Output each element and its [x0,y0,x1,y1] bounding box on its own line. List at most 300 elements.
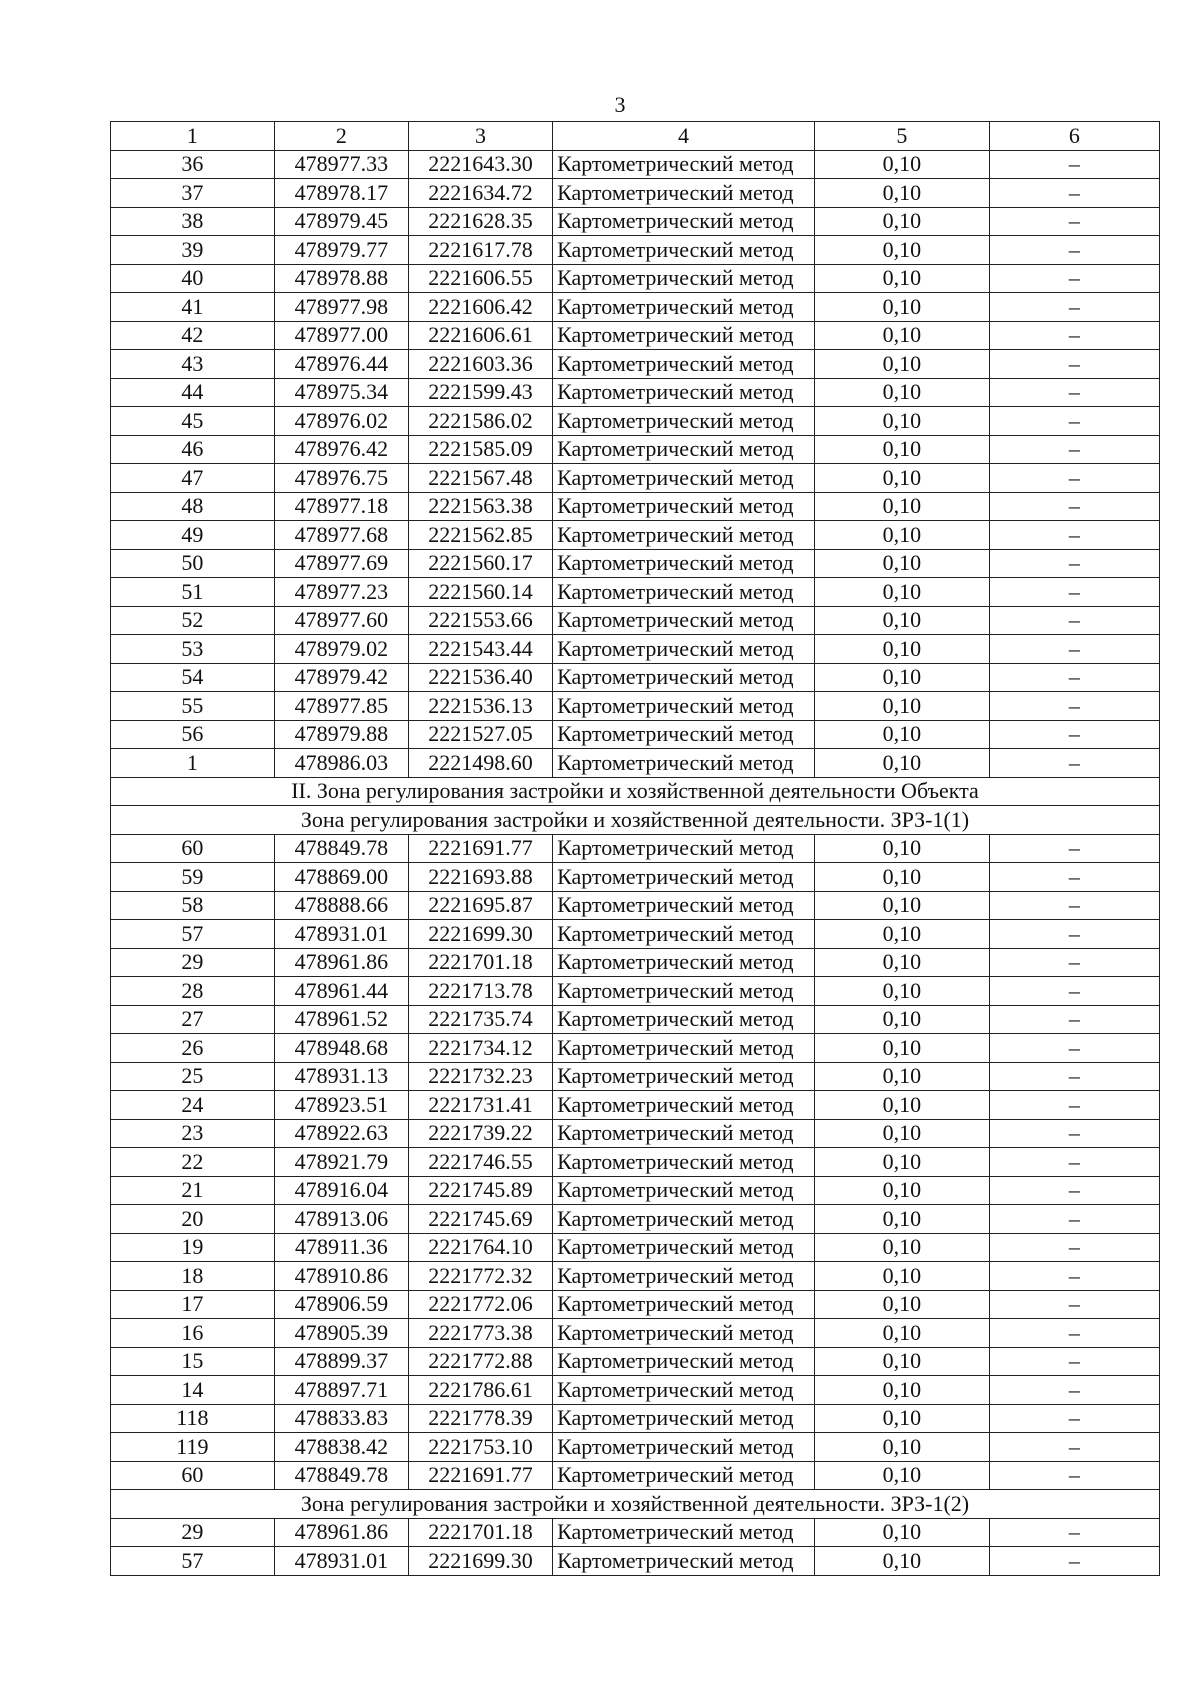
accuracy-cell: 0,10 [815,150,990,179]
accuracy-cell: 0,10 [815,1005,990,1034]
note-cell: – [989,977,1159,1006]
accuracy-cell: 0,10 [815,1119,990,1148]
y-coordinate-cell: 2221734.12 [408,1034,552,1063]
x-coordinate-cell: 478961.44 [274,977,408,1006]
table-row [111,264,1160,293]
y-coordinate-cell: 2221772.32 [408,1262,552,1291]
point-number-cell: 14 [111,1376,275,1405]
x-coordinate-cell: 478979.02 [274,635,408,664]
note-cell: – [989,492,1159,521]
accuracy-cell: 0,10 [815,920,990,949]
x-coordinate-cell: 478977.23 [274,578,408,607]
accuracy-cell: 0,10 [815,1376,990,1405]
method-cell: Картометрический метод [553,521,815,550]
note-cell: – [989,1062,1159,1091]
method-cell: Картометрический метод [553,635,815,664]
x-coordinate-cell: 478899.37 [274,1347,408,1376]
table-row [111,692,1160,721]
x-coordinate-cell: 478979.42 [274,663,408,692]
point-number-cell: 57 [111,920,275,949]
accuracy-cell: 0,10 [815,1091,990,1120]
y-coordinate-cell: 2221773.38 [408,1319,552,1348]
note-cell: – [989,549,1159,578]
note-cell: – [989,1461,1159,1490]
accuracy-cell: 0,10 [815,435,990,464]
table-row [111,1404,1160,1433]
x-coordinate-cell: 478910.86 [274,1262,408,1291]
point-number-cell: 41 [111,293,275,322]
section-title: Зона регулирования застройки и хозяйственной деятельности. ЗРЗ-1(2) [111,1490,1160,1519]
y-coordinate-cell: 2221498.60 [408,749,552,778]
column-header: 2 [274,122,408,151]
note-cell: – [989,1034,1159,1063]
y-coordinate-cell: 2221628.35 [408,207,552,236]
method-cell: Картометрический метод [553,264,815,293]
accuracy-cell: 0,10 [815,863,990,892]
point-number-cell: 55 [111,692,275,721]
point-number-cell: 59 [111,863,275,892]
accuracy-cell: 0,10 [815,1233,990,1262]
point-number-cell: 22 [111,1148,275,1177]
table-row [111,435,1160,464]
accuracy-cell: 0,10 [815,293,990,322]
x-coordinate-cell: 478888.66 [274,891,408,920]
point-number-cell: 38 [111,207,275,236]
accuracy-cell: 0,10 [815,977,990,1006]
method-cell: Картометрический метод [553,435,815,464]
point-number-cell: 28 [111,977,275,1006]
y-coordinate-cell: 2221560.14 [408,578,552,607]
point-number-cell: 1 [111,749,275,778]
table-row [111,150,1160,179]
accuracy-cell: 0,10 [815,350,990,379]
method-cell: Картометрический метод [553,293,815,322]
table-row [111,1433,1160,1462]
y-coordinate-cell: 2221701.18 [408,1518,552,1547]
note-cell: – [989,1091,1159,1120]
table-row [111,1547,1160,1576]
point-number-cell: 25 [111,1062,275,1091]
x-coordinate-cell: 478961.86 [274,948,408,977]
note-cell: – [989,435,1159,464]
y-coordinate-cell: 2221699.30 [408,920,552,949]
accuracy-cell: 0,10 [815,1347,990,1376]
method-cell: Картометрический метод [553,1376,815,1405]
note-cell: – [989,692,1159,721]
point-number-cell: 52 [111,606,275,635]
note-cell: – [989,1119,1159,1148]
section-title: II. Зона регулирования застройки и хозяйственной деятельности Объекта [111,777,1160,806]
method-cell: Картометрический метод [553,692,815,721]
accuracy-cell: 0,10 [815,606,990,635]
note-cell: – [989,407,1159,436]
note-cell: – [989,236,1159,265]
x-coordinate-cell: 478905.39 [274,1319,408,1348]
method-cell: Картометрический метод [553,1290,815,1319]
note-cell: – [989,350,1159,379]
accuracy-cell: 0,10 [815,578,990,607]
note-cell: – [989,264,1159,293]
method-cell: Картометрический метод [553,492,815,521]
point-number-cell: 60 [111,1461,275,1490]
x-coordinate-cell: 478977.33 [274,150,408,179]
note-cell: – [989,663,1159,692]
method-cell: Картометрический метод [553,1461,815,1490]
y-coordinate-cell: 2221772.88 [408,1347,552,1376]
method-cell: Картометрический метод [553,150,815,179]
accuracy-cell: 0,10 [815,179,990,208]
point-number-cell: 29 [111,948,275,977]
point-number-cell: 24 [111,1091,275,1120]
note-cell: – [989,1547,1159,1576]
method-cell: Картометрический метод [553,663,815,692]
x-coordinate-cell: 478931.01 [274,920,408,949]
y-coordinate-cell: 2221606.42 [408,293,552,322]
x-coordinate-cell: 478869.00 [274,863,408,892]
point-number-cell: 47 [111,464,275,493]
x-coordinate-cell: 478906.59 [274,1290,408,1319]
note-cell: – [989,891,1159,920]
method-cell: Картометрический метод [553,464,815,493]
x-coordinate-cell: 478976.02 [274,407,408,436]
table-row [111,378,1160,407]
note-cell: – [989,1518,1159,1547]
x-coordinate-cell: 478976.75 [274,464,408,493]
note-cell: – [989,378,1159,407]
table-row [111,521,1160,550]
table-row [111,236,1160,265]
point-number-cell: 42 [111,321,275,350]
x-coordinate-cell: 478976.44 [274,350,408,379]
accuracy-cell: 0,10 [815,891,990,920]
method-cell: Картометрический метод [553,920,815,949]
x-coordinate-cell: 478979.77 [274,236,408,265]
method-cell: Картометрический метод [553,407,815,436]
method-cell: Картометрический метод [553,1062,815,1091]
point-number-cell: 56 [111,720,275,749]
table-row [111,179,1160,208]
accuracy-cell: 0,10 [815,834,990,863]
note-cell: – [989,1233,1159,1262]
accuracy-cell: 0,10 [815,321,990,350]
y-coordinate-cell: 2221691.77 [408,1461,552,1490]
method-cell: Картометрический метод [553,1433,815,1462]
y-coordinate-cell: 2221553.66 [408,606,552,635]
y-coordinate-cell: 2221527.05 [408,720,552,749]
note-cell: – [989,606,1159,635]
accuracy-cell: 0,10 [815,1433,990,1462]
point-number-cell: 118 [111,1404,275,1433]
note-cell: – [989,150,1159,179]
column-header: 5 [815,122,990,151]
x-coordinate-cell: 478931.01 [274,1547,408,1576]
method-cell: Картометрический метод [553,1148,815,1177]
x-coordinate-cell: 478921.79 [274,1148,408,1177]
note-cell: – [989,1404,1159,1433]
y-coordinate-cell: 2221563.38 [408,492,552,521]
point-number-cell: 54 [111,663,275,692]
table-row [111,1091,1160,1120]
table-row [111,1461,1160,1490]
y-coordinate-cell: 2221617.78 [408,236,552,265]
method-cell: Картометрический метод [553,236,815,265]
method-cell: Картометрический метод [553,1404,815,1433]
note-cell: – [989,749,1159,778]
point-number-cell: 51 [111,578,275,607]
table-row [111,663,1160,692]
x-coordinate-cell: 478931.13 [274,1062,408,1091]
x-coordinate-cell: 478948.68 [274,1034,408,1063]
note-cell: – [989,1262,1159,1291]
table-row [111,977,1160,1006]
accuracy-cell: 0,10 [815,635,990,664]
column-header: 3 [408,122,552,151]
table-row [111,920,1160,949]
method-cell: Картометрический метод [553,1091,815,1120]
method-cell: Картометрический метод [553,863,815,892]
accuracy-cell: 0,10 [815,1547,990,1576]
x-coordinate-cell: 478977.69 [274,549,408,578]
y-coordinate-cell: 2221560.17 [408,549,552,578]
table-row [111,1005,1160,1034]
y-coordinate-cell: 2221562.85 [408,521,552,550]
accuracy-cell: 0,10 [815,1205,990,1234]
method-cell: Картометрический метод [553,1205,815,1234]
x-coordinate-cell: 478897.71 [274,1376,408,1405]
method-cell: Картометрический метод [553,834,815,863]
method-cell: Картометрический метод [553,720,815,749]
y-coordinate-cell: 2221606.61 [408,321,552,350]
table-row [111,492,1160,521]
table-row [111,549,1160,578]
column-header: 6 [989,122,1159,151]
section-title: Зона регулирования застройки и хозяйственной деятельности. ЗРЗ-1(1) [111,806,1160,835]
x-coordinate-cell: 478979.88 [274,720,408,749]
x-coordinate-cell: 478979.45 [274,207,408,236]
point-number-cell: 50 [111,549,275,578]
table-row [111,293,1160,322]
method-cell: Картометрический метод [553,350,815,379]
note-cell: – [989,207,1159,236]
x-coordinate-cell: 478849.78 [274,834,408,863]
y-coordinate-cell: 2221693.88 [408,863,552,892]
y-coordinate-cell: 2221695.87 [408,891,552,920]
method-cell: Картометрический метод [553,891,815,920]
table-row [111,720,1160,749]
x-coordinate-cell: 478838.42 [274,1433,408,1462]
accuracy-cell: 0,10 [815,692,990,721]
accuracy-cell: 0,10 [815,207,990,236]
note-cell: – [989,1347,1159,1376]
table-row [111,948,1160,977]
section-header-row [111,1490,1160,1519]
table-row [111,1233,1160,1262]
x-coordinate-cell: 478923.51 [274,1091,408,1120]
method-cell: Картометрический метод [553,1262,815,1291]
page-number: 3 [614,92,626,117]
note-cell: – [989,948,1159,977]
note-cell: – [989,464,1159,493]
note-cell: – [989,1319,1159,1348]
column-header: 4 [553,122,815,151]
table-row [111,350,1160,379]
point-number-cell: 36 [111,150,275,179]
table-row [111,1148,1160,1177]
method-cell: Картометрический метод [553,179,815,208]
point-number-cell: 17 [111,1290,275,1319]
table-row [111,578,1160,607]
method-cell: Картометрический метод [553,207,815,236]
method-cell: Картометрический метод [553,948,815,977]
y-coordinate-cell: 2221745.89 [408,1176,552,1205]
accuracy-cell: 0,10 [815,464,990,493]
x-coordinate-cell: 478977.18 [274,492,408,521]
accuracy-cell: 0,10 [815,1176,990,1205]
accuracy-cell: 0,10 [815,236,990,265]
note-cell: – [989,1433,1159,1462]
table-row [111,1205,1160,1234]
accuracy-cell: 0,10 [815,407,990,436]
note-cell: – [989,720,1159,749]
accuracy-cell: 0,10 [815,1319,990,1348]
method-cell: Картометрический метод [553,1233,815,1262]
x-coordinate-cell: 478978.88 [274,264,408,293]
note-cell: – [989,1005,1159,1034]
table-row [111,1119,1160,1148]
accuracy-cell: 0,10 [815,378,990,407]
table-row [111,1376,1160,1405]
note-cell: – [989,1148,1159,1177]
note-cell: – [989,920,1159,949]
y-coordinate-cell: 2221713.78 [408,977,552,1006]
table-row [111,1176,1160,1205]
y-coordinate-cell: 2221735.74 [408,1005,552,1034]
coordinates-table [110,121,1160,1576]
method-cell: Картометрический метод [553,1119,815,1148]
y-coordinate-cell: 2221606.55 [408,264,552,293]
note-cell: – [989,179,1159,208]
accuracy-cell: 0,10 [815,549,990,578]
table-row [111,321,1160,350]
method-cell: Картометрический метод [553,606,815,635]
x-coordinate-cell: 478977.68 [274,521,408,550]
y-coordinate-cell: 2221634.72 [408,179,552,208]
accuracy-cell: 0,10 [815,663,990,692]
accuracy-cell: 0,10 [815,1148,990,1177]
point-number-cell: 45 [111,407,275,436]
table-row [111,1290,1160,1319]
note-cell: – [989,1205,1159,1234]
method-cell: Картометрический метод [553,321,815,350]
y-coordinate-cell: 2221731.41 [408,1091,552,1120]
note-cell: – [989,863,1159,892]
table-row [111,1518,1160,1547]
method-cell: Картометрический метод [553,378,815,407]
y-coordinate-cell: 2221753.10 [408,1433,552,1462]
y-coordinate-cell: 2221599.43 [408,378,552,407]
table-row [111,749,1160,778]
table-row [111,891,1160,920]
table-row [111,606,1160,635]
y-coordinate-cell: 2221746.55 [408,1148,552,1177]
method-cell: Картометрический метод [553,1518,815,1547]
x-coordinate-cell: 478977.60 [274,606,408,635]
note-cell: – [989,321,1159,350]
point-number-cell: 40 [111,264,275,293]
point-number-cell: 60 [111,834,275,863]
table-row [111,1347,1160,1376]
table-header-row [111,122,1160,151]
x-coordinate-cell: 478978.17 [274,179,408,208]
section-header-row [111,806,1160,835]
accuracy-cell: 0,10 [815,1461,990,1490]
y-coordinate-cell: 2221772.06 [408,1290,552,1319]
table-row [111,1062,1160,1091]
point-number-cell: 44 [111,378,275,407]
accuracy-cell: 0,10 [815,1290,990,1319]
point-number-cell: 119 [111,1433,275,1462]
x-coordinate-cell: 478913.06 [274,1205,408,1234]
table-row [111,863,1160,892]
accuracy-cell: 0,10 [815,264,990,293]
note-cell: – [989,578,1159,607]
accuracy-cell: 0,10 [815,1062,990,1091]
point-number-cell: 37 [111,179,275,208]
x-coordinate-cell: 478977.98 [274,293,408,322]
method-cell: Картометрический метод [553,1319,815,1348]
point-number-cell: 39 [111,236,275,265]
method-cell: Картометрический метод [553,1547,815,1576]
y-coordinate-cell: 2221536.13 [408,692,552,721]
point-number-cell: 53 [111,635,275,664]
accuracy-cell: 0,10 [815,720,990,749]
note-cell: – [989,834,1159,863]
point-number-cell: 49 [111,521,275,550]
table-row [111,464,1160,493]
note-cell: – [989,635,1159,664]
note-cell: – [989,521,1159,550]
table-row [111,1262,1160,1291]
y-coordinate-cell: 2221745.69 [408,1205,552,1234]
note-cell: – [989,1290,1159,1319]
y-coordinate-cell: 2221699.30 [408,1547,552,1576]
y-coordinate-cell: 2221643.30 [408,150,552,179]
x-coordinate-cell: 478849.78 [274,1461,408,1490]
x-coordinate-cell: 478977.85 [274,692,408,721]
x-coordinate-cell: 478976.42 [274,435,408,464]
point-number-cell: 23 [111,1119,275,1148]
y-coordinate-cell: 2221701.18 [408,948,552,977]
table-row [111,1034,1160,1063]
y-coordinate-cell: 2221691.77 [408,834,552,863]
note-cell: – [989,1376,1159,1405]
x-coordinate-cell: 478977.00 [274,321,408,350]
point-number-cell: 20 [111,1205,275,1234]
method-cell: Картометрический метод [553,578,815,607]
accuracy-cell: 0,10 [815,1034,990,1063]
table-row [111,834,1160,863]
x-coordinate-cell: 478916.04 [274,1176,408,1205]
note-cell: – [989,293,1159,322]
y-coordinate-cell: 2221778.39 [408,1404,552,1433]
y-coordinate-cell: 2221543.44 [408,635,552,664]
x-coordinate-cell: 478833.83 [274,1404,408,1433]
table-row [111,1319,1160,1348]
accuracy-cell: 0,10 [815,948,990,977]
x-coordinate-cell: 478975.34 [274,378,408,407]
y-coordinate-cell: 2221764.10 [408,1233,552,1262]
method-cell: Картометрический метод [553,749,815,778]
